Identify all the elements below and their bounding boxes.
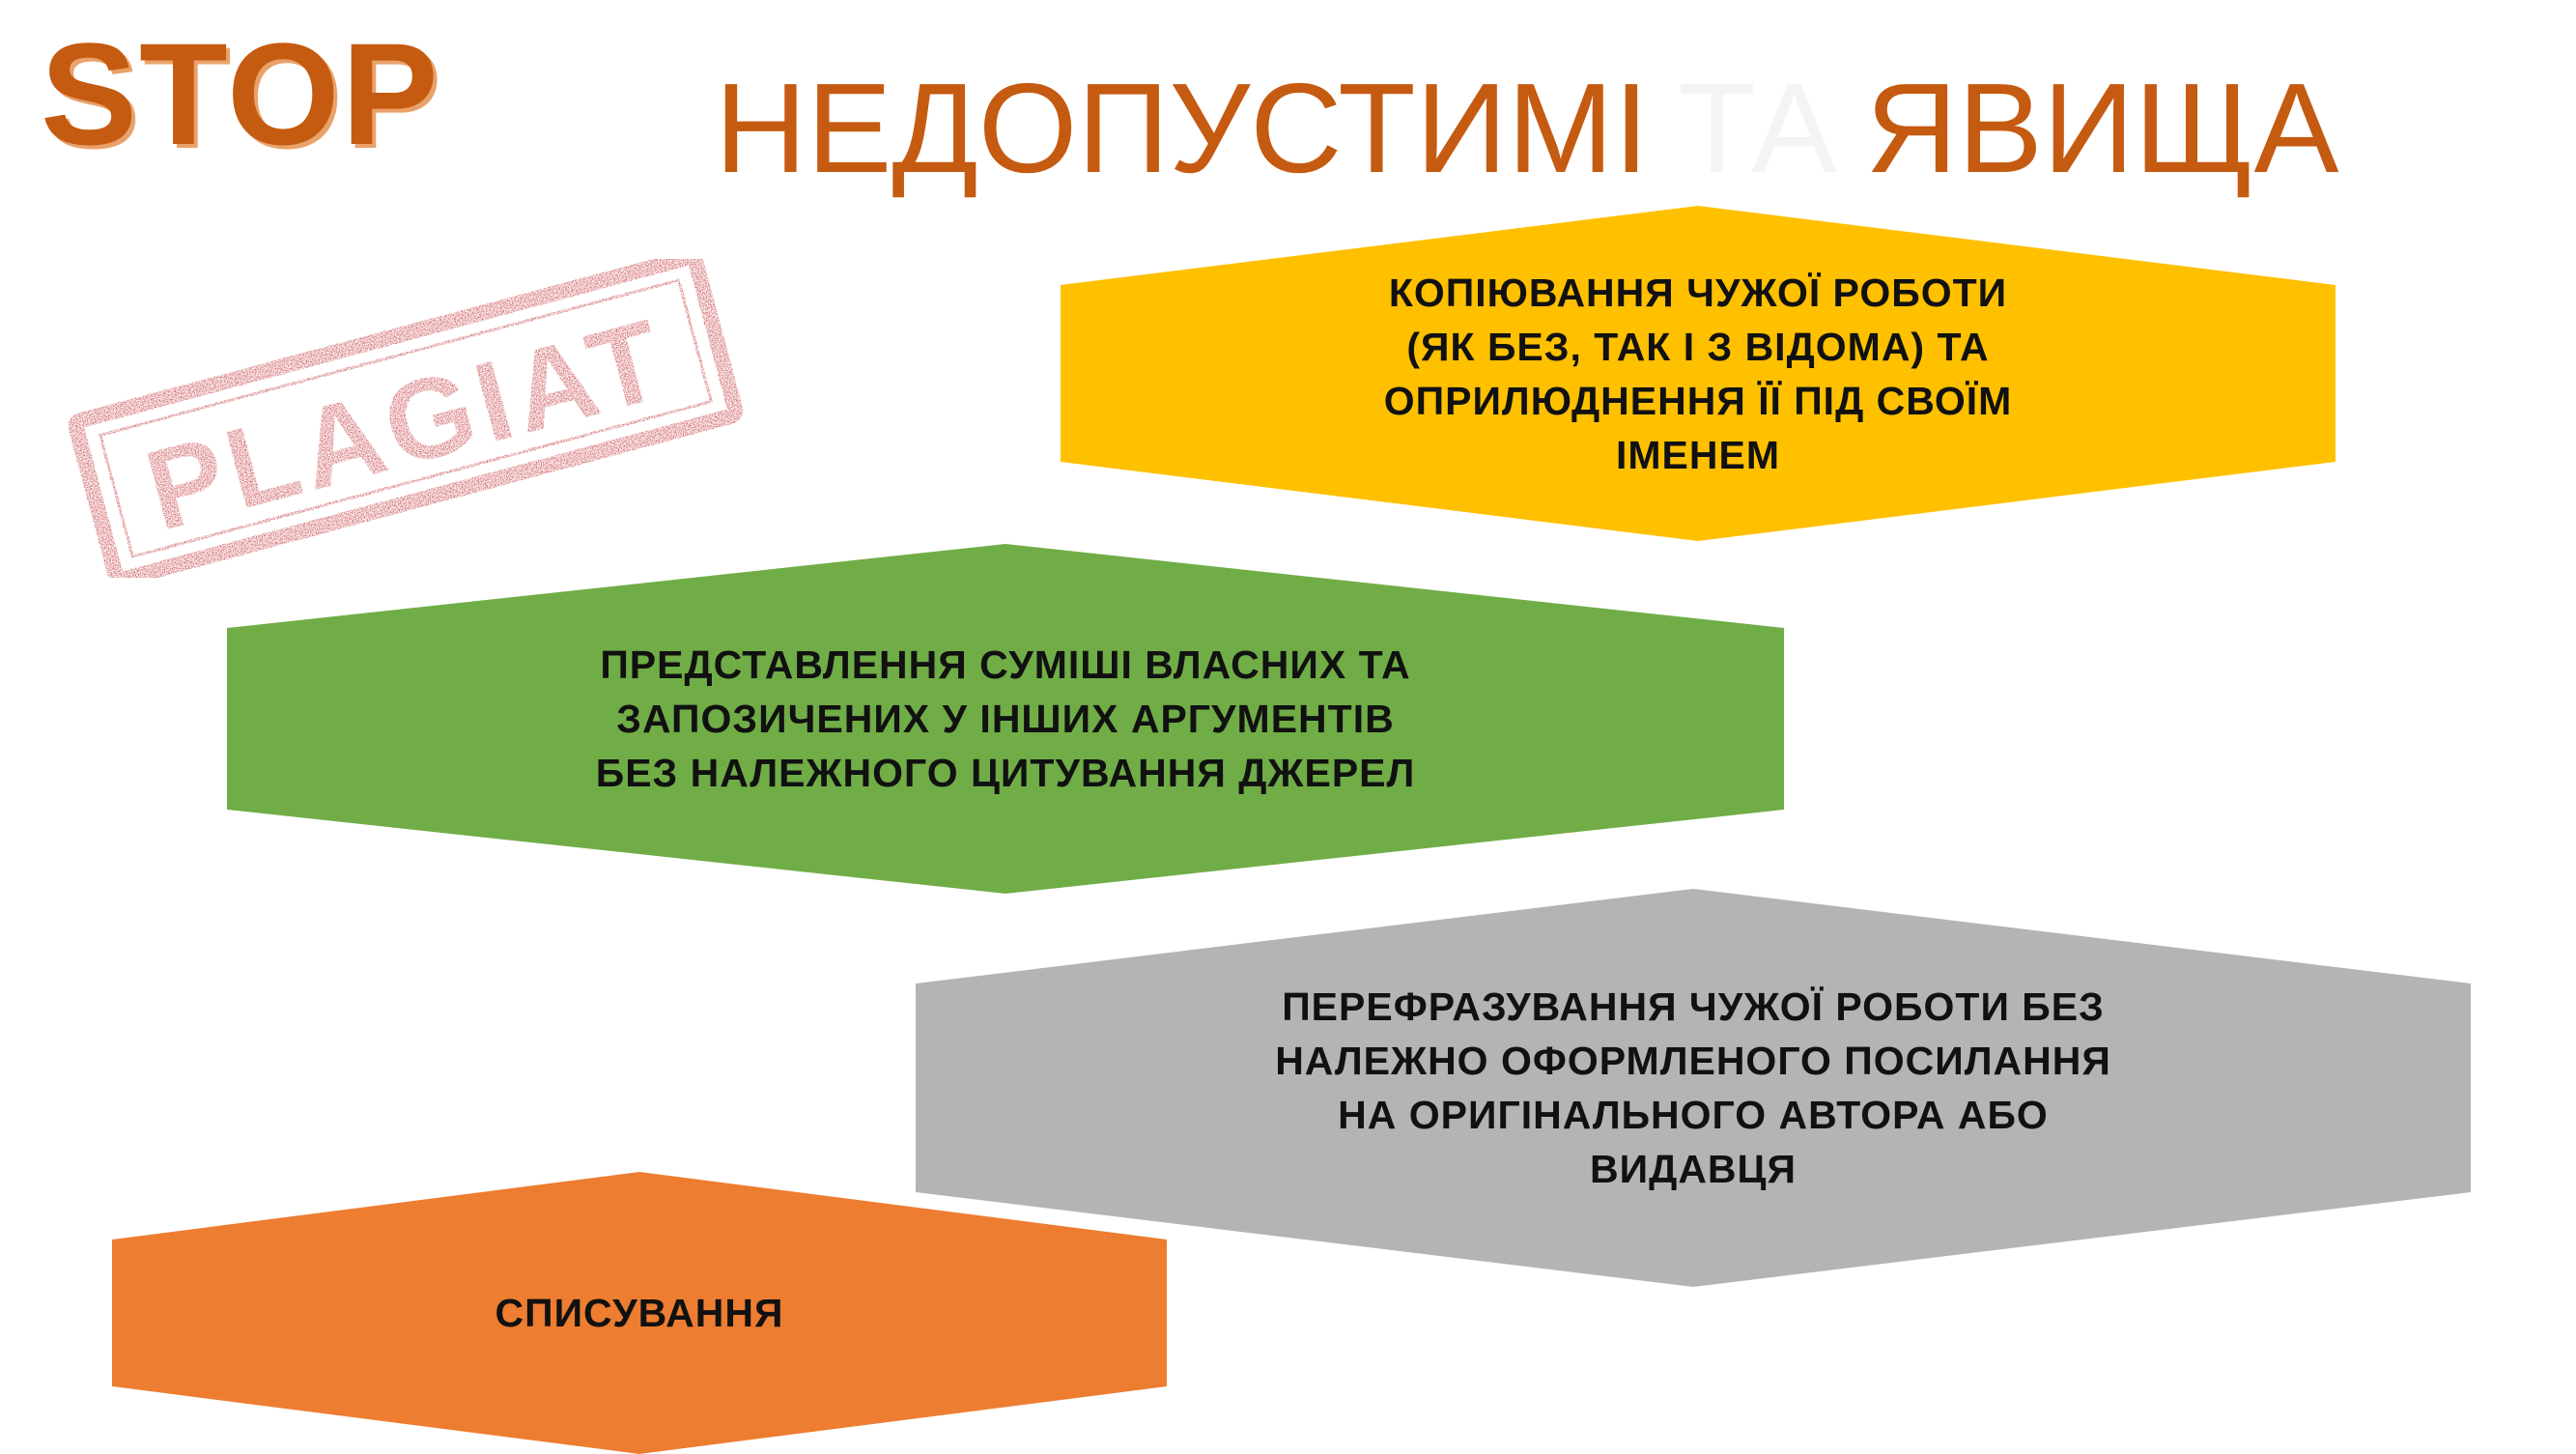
stamp-text: PLAGIAT: [133, 294, 682, 556]
item-mixed-arguments: [227, 544, 1784, 894]
plagiat-stamp-graphic: [39, 259, 773, 578]
item-copying-work: [1061, 206, 2335, 541]
item-cheating: [112, 1172, 1167, 1454]
item-cheating-label: СПИСУВАННЯ: [495, 1291, 784, 1335]
item-mixed-arguments-label: ПРЕДСТАВЛЕННЯ СУМІШІ ВЛАСНИХ ТА ЗАПОЗИЧЕНИХ У ІНШИХ АРГУМЕНТІВ БЕЗ НАЛЕЖНОГО ЦИТУВАННЯ ДЖЕРЕЛ: [595, 642, 1416, 795]
page-title: [715, 56, 2453, 201]
item-copying-work-label: КОПІЮВАННЯ ЧУЖОЇ РОБОТИ (ЯК БЕЗ, ТАК І З ВІДОМА) ТА ОПРИЛЮДНЕННЯ ЇЇ ПІД СВОЇМ ІМЕНЕМ: [1383, 270, 2013, 477]
plagiat-stamp: [39, 259, 773, 578]
title-hidden-word: ТА: [1678, 57, 1837, 199]
item-paraphrasing-label: ПЕРЕФРАЗУВАННЯ ЧУЖОЇ РОБОТИ БЕЗ НАЛЕЖНО ОФОРМЛЕНОГО ПОСИЛАННЯ НА ОРИГІНАЛЬНОГО АВТОРА АБО ВИДАВЦЯ: [1275, 984, 2111, 1191]
title-left: НЕДОПУСТИМІ: [715, 57, 1650, 199]
title-right: ЯВИЩА: [1865, 57, 2339, 199]
stop-label: STOP: [41, 13, 440, 175]
